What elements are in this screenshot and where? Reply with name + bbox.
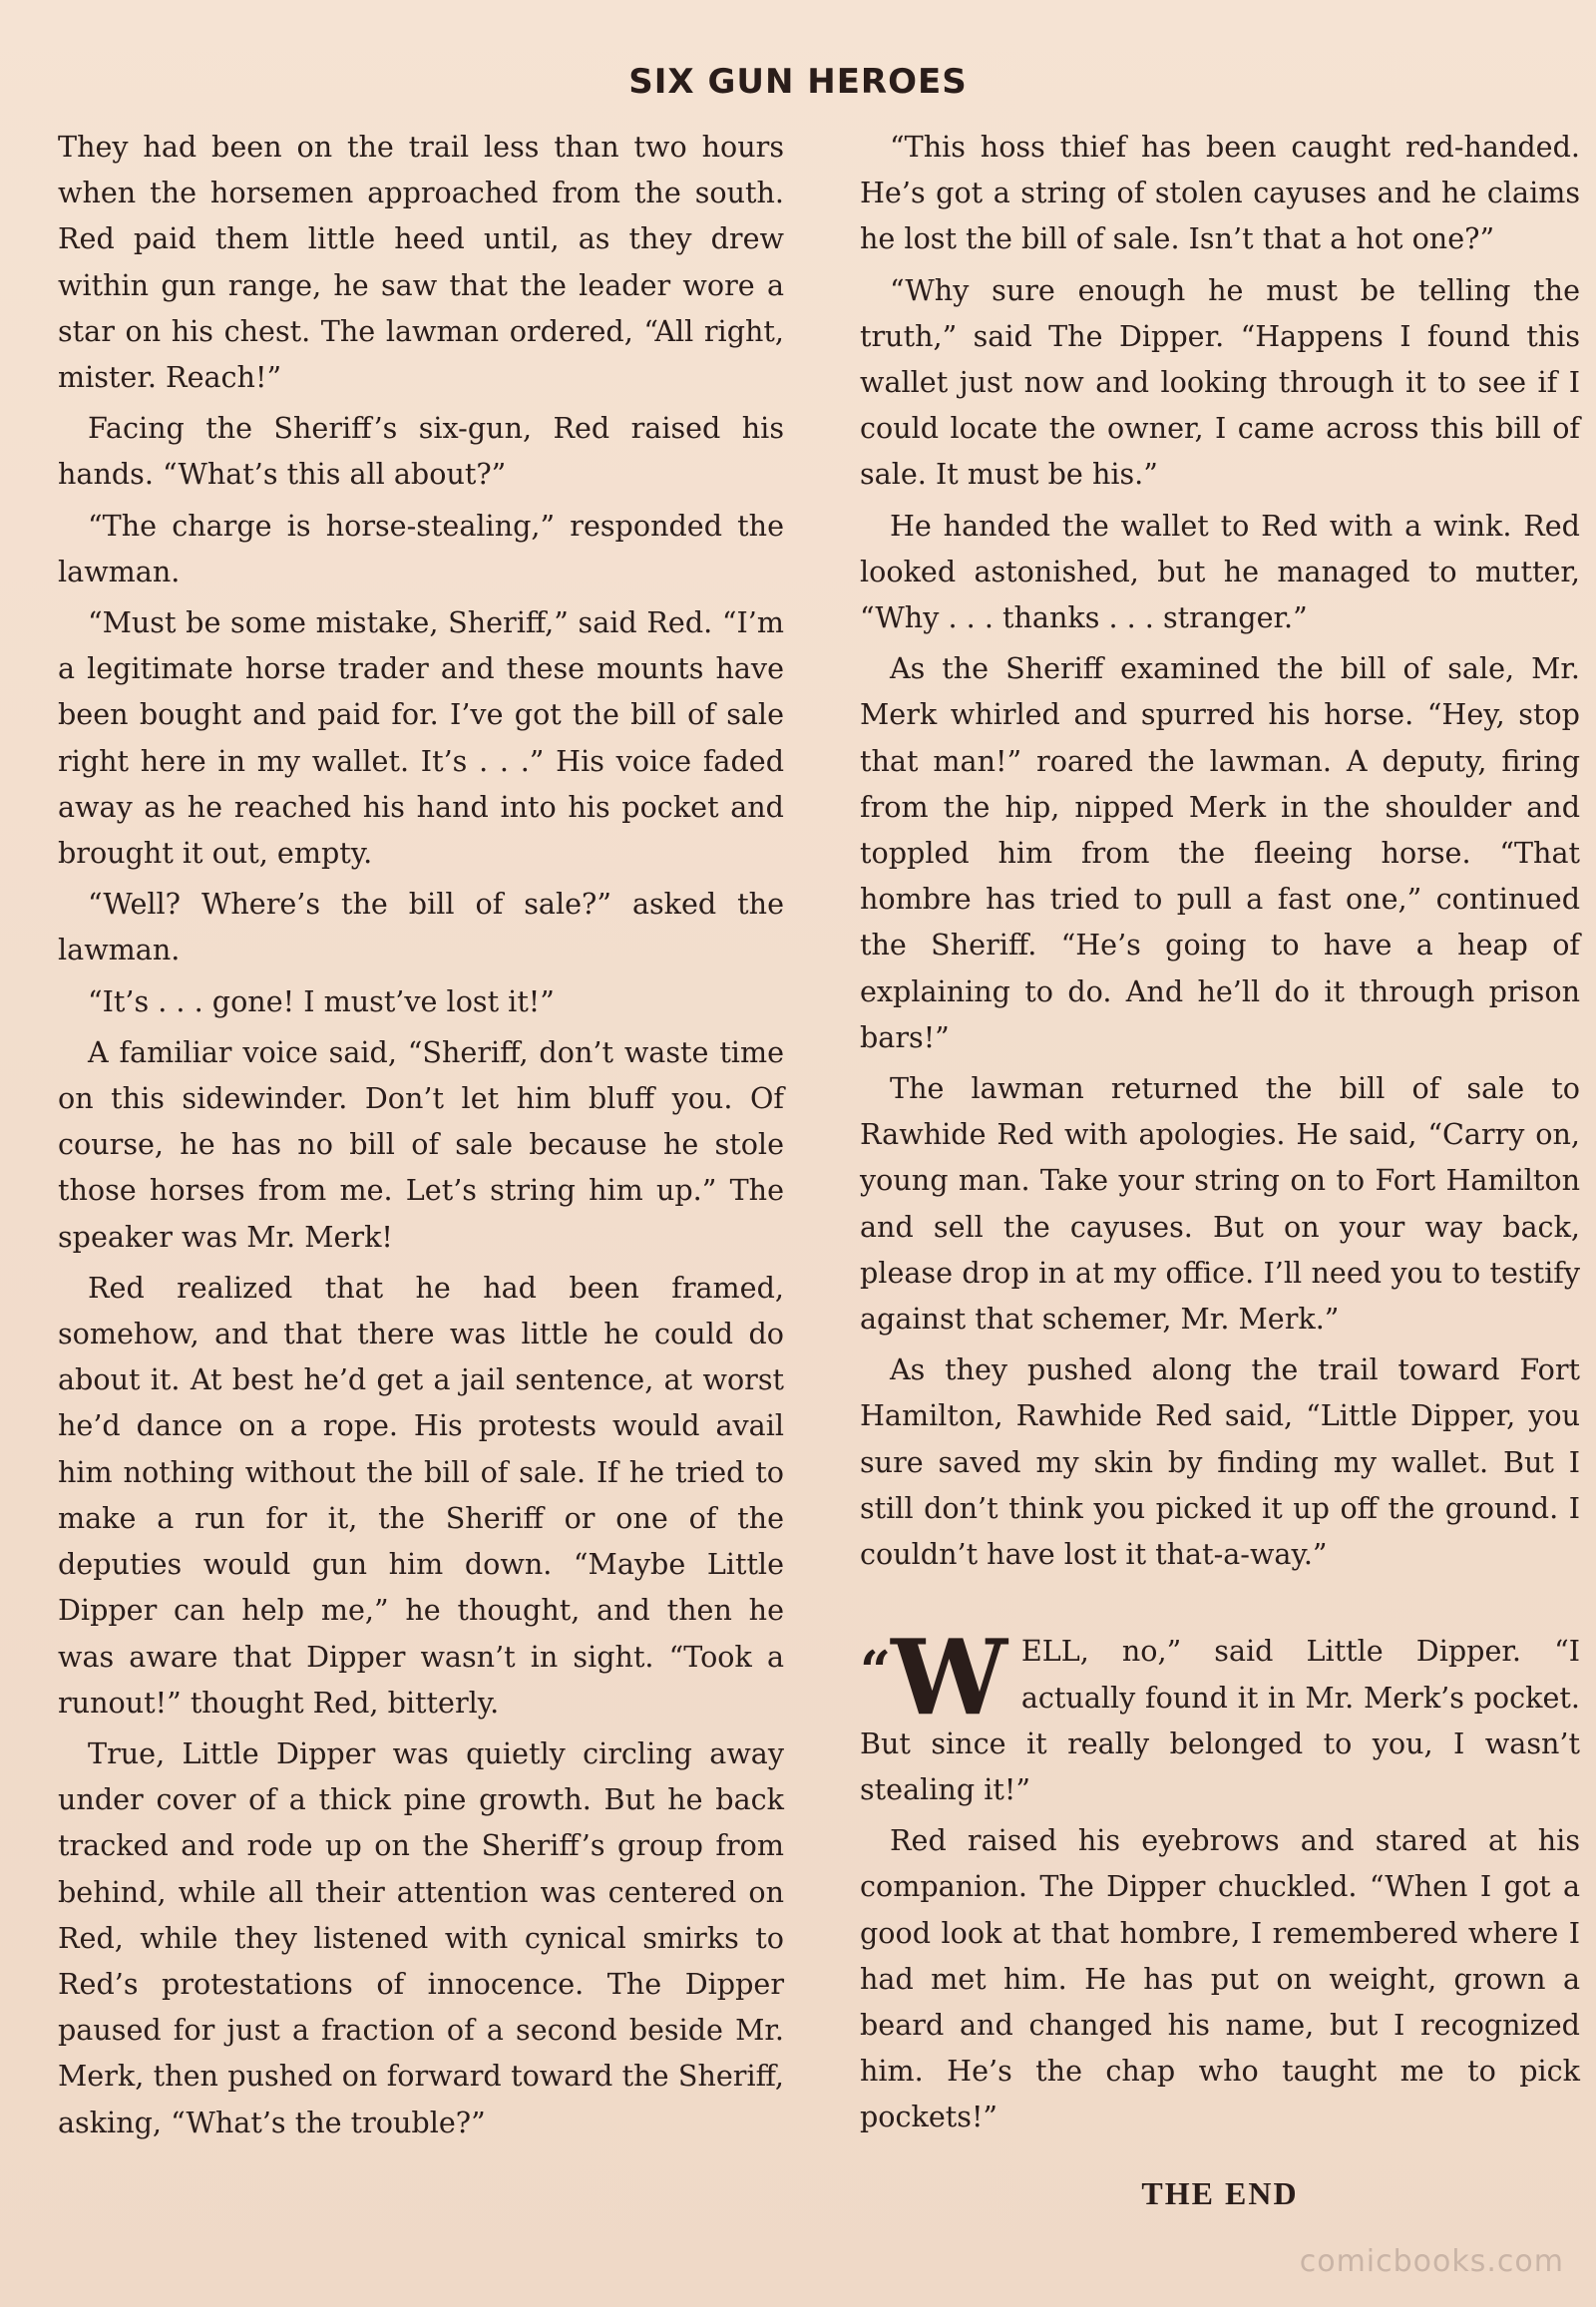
story-paragraph: “Why sure enough he must be telling the truth,” said The Dipper. “Happens I found this wallet just now and looking through it to see if I could locate the owner, I came across this bill of sale. It must be his.” — [860, 272, 1580, 492]
site-watermark: comicbooks.com — [1299, 2244, 1564, 2279]
right-text-column — [860, 124, 1580, 2216]
dropcap-paragraph-text: ELL, no,” said Little Dipper. “I actually found it in Mr. Merk’s pocket. But since it really belonged to you, I wasn’t stealing it!” — [860, 1634, 1580, 1806]
dropcap-paragraph — [860, 1616, 1580, 1812]
story-paragraph: Red realized that he had been framed, somehow, and that there was little he could do about it. At best he’d get a jail sentence, at worst he’d dance on a rope. His protests would avail him nothing without the bill of sale. If he tried to make a run for it, the Sheriff or one of the deputies would gun him down. “Maybe Little Dipper can help me,” he thought, and then he was aware that Dipper wasn’t in sight. “Took a runout!” thought Red, bitterly. — [58, 1270, 784, 1720]
story-paragraph: A familiar voice said, “Sheriff, don’t waste time on this sidewinder. Don’t let him bluff you. Of course, he has no bill of sale because he stole those horses from me. Let’s string him up.” The speaker was Mr. Merk! — [58, 1034, 784, 1254]
story-paragraph: “It’s . . . gone! I must’ve lost it!” — [88, 983, 555, 1018]
story-paragraph: Facing the Sheriff’s six-gun, Red raised his hands. “What’s this all about?” — [58, 411, 784, 492]
story-paragraph: They had been on the trail less than two hours when the horsemen approached from the south. Red paid them little heed until, as they drew within gun range, he saw that the leader wore a star on his chest. The lawman ordered, “All right, mister. Reach!” — [58, 130, 784, 395]
page-header-title: SIX GUN HEROES — [628, 62, 968, 102]
dropcap-letter: W — [891, 1616, 1007, 1739]
story-paragraph: “This hoss thief has been caught red-handed. He’s got a string of stolen cayuses and he claims he lost the bill of sale. Isn’t that a hot one?” — [860, 130, 1580, 256]
the-end-label: THE END — [1141, 2174, 1299, 2211]
story-paragraph: “The charge is horse-stealing,” responded the lawman. — [58, 508, 784, 588]
story-paragraph: Red raised his eyebrows and stared at his companion. The Dipper chuckled. “When I got a good look at that hombre, I remembered where I had met him. He has put on weight, grown a beard and changed his name, but I recognized him. He’s the chap who taught me to pick pockets!” — [860, 1823, 1580, 2134]
story-paragraph: As they pushed along the trail toward Fort Hamilton, Rawhide Red said, “Little Dipper, you sure saved my skin by finding my wallet. But I still don’t think you picked it up off the ground. I couldn’t have lost it that-a-way.” — [860, 1352, 1580, 1572]
left-text-column — [58, 124, 784, 2150]
story-paragraph: The lawman returned the bill of sale to Rawhide Red with apologies. He said, “Carry on, young man. Take your string on to Fort Hamilton and sell the cayuses. But on your way back, please drop in at my office. I’ll need you to testify against that schemer, Mr. Merk.” — [860, 1071, 1580, 1337]
story-paragraph: “Must be some mistake, Sheriff,” said Red. “I’m a legitimate horse trader and these mounts have been bought and paid for. I’ve got the bill of sale right here in my wallet. It’s . . .” His voice faded away as he reached his hand into his pocket and brought it out, empty. — [58, 605, 784, 871]
story-paragraph: True, Little Dipper was quietly circling away under cover of a thick pine growth. But he back tracked and rode up on the Sheriff’s group from behind, while all their attention was centered on Red, while they listened with cynical smirks to Red’s protestations of innocence. The Dipper paused for just a fraction of a second beside Mr. Merk, then pushed on forward toward the Sheriff, asking, “What’s the trouble?” — [58, 1735, 784, 2139]
story-paragraph: “Well? Where’s the bill of sale?” asked the lawman. — [58, 887, 784, 967]
story-paragraph: As the Sheriff examined the bill of sale, Mr. Merk whirled and spurred his horse. “Hey, stop that man!” roared the lawman. A deputy, firing from the hip, nipped Merk in the shoulder and toppled him from the fleeing horse. “That hombre has tried to pull a fast one,” continued the Sheriff. “He’s going to have a heap of explaining to do. And he’ll do it through prison bars!” — [860, 651, 1580, 1054]
dropcap-quote-mark: “ — [860, 1639, 892, 1704]
story-paragraph: He handed the wallet to Red with a wink. Red looked astonished, but he managed to mutter, “Why . . . thanks . . . stranger.” — [860, 508, 1580, 635]
